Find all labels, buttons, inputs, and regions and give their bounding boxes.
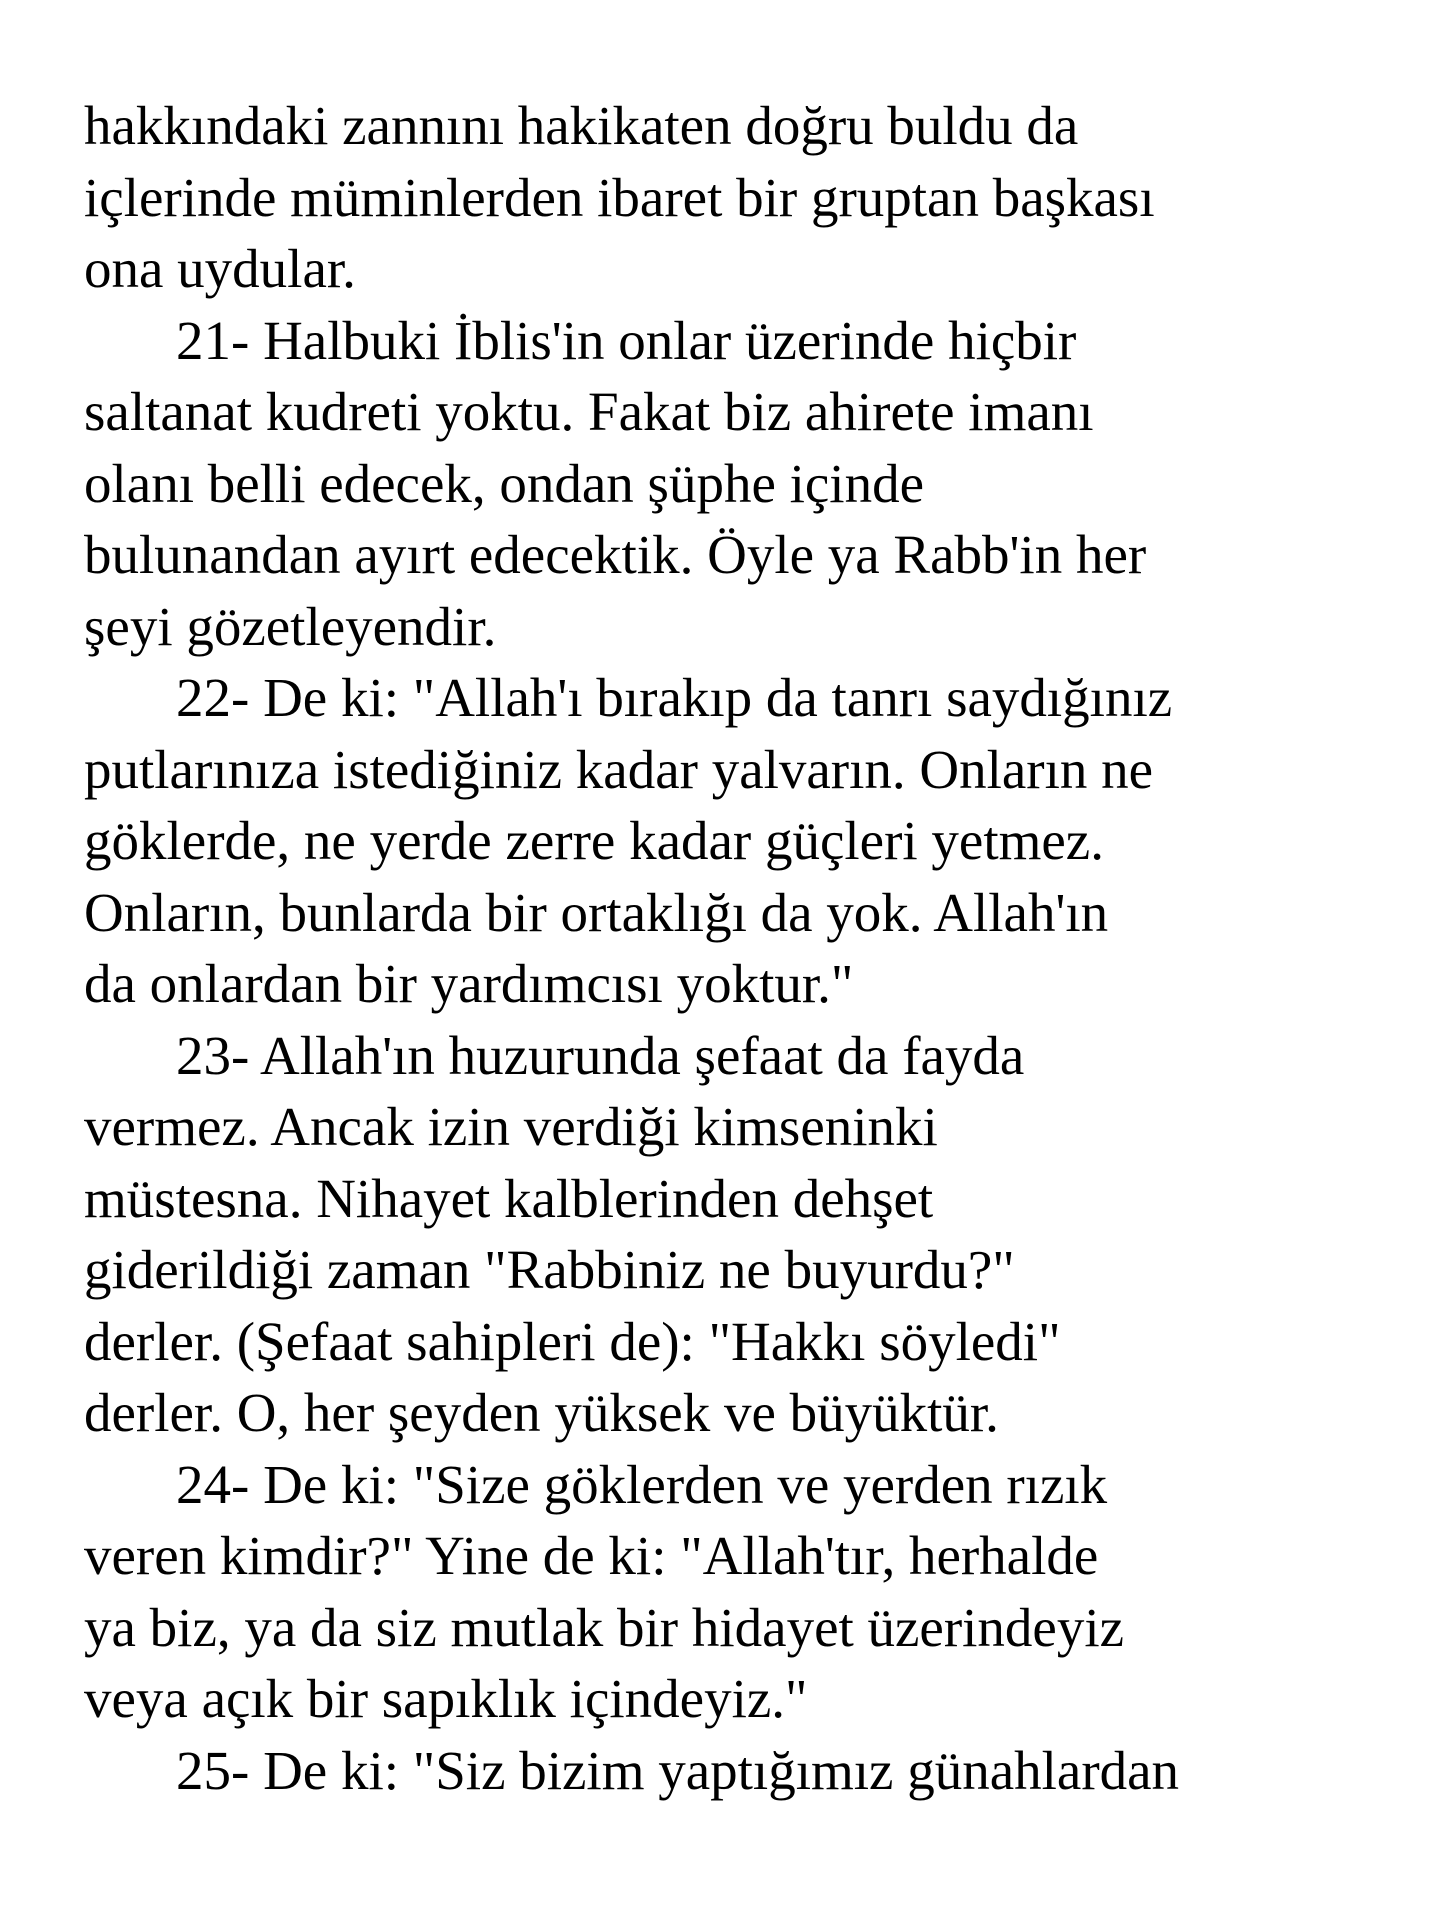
- text-line: ona uydular.: [84, 238, 356, 299]
- text-line: vermez. Ancak izin verdiği kimseninki: [84, 1096, 938, 1157]
- text-line: derler. (Şefaat sahipleri de): "Hakkı söyledi": [84, 1310, 1061, 1372]
- text-line: hakkındaki zannını hakikaten doğru buldu da: [84, 95, 1079, 156]
- text-line: putlarınıza istediğiniz kadar yalvarın. Onların ne: [84, 738, 1154, 800]
- text-line: giderildiği zaman "Rabbiniz ne buyurdu?": [84, 1239, 1015, 1300]
- verse-21-start: 21- Halbuki İblis'in onlar üzerinde hiçbir: [176, 309, 1077, 371]
- text-line: veya açık bir sapıklık içindeyiz.": [84, 1668, 808, 1729]
- text-line: müstesna. Nihayet kalblerinden dehşet: [84, 1167, 934, 1229]
- verse-25-start: 25- De ki: "Siz bizim yaptığımız günahlardan: [176, 1739, 1180, 1801]
- text-line: veren kimdir?" Yine de ki: "Allah'tır, herhalde: [84, 1525, 1099, 1586]
- page-text: [84, 90, 1384, 1806]
- text-line: göklerde, ne yerde zerre kadar güçleri yetmez.: [84, 810, 1104, 871]
- text-line: ya biz, ya da siz mutlak bir hidayet üzerindeyiz: [84, 1596, 1125, 1658]
- verse-22-start: 22- De ki: "Allah'ı bırakıp da tanrı saydığınız: [176, 667, 1173, 728]
- text-line: Onların, bunlarda bir ortaklığı da yok. Allah'ın: [84, 881, 1109, 943]
- text-line: derler. O, her şeyden yüksek ve büyüktür.: [84, 1382, 999, 1443]
- verse-24-start: 24- De ki: "Size göklerden ve yerden rızık: [176, 1453, 1108, 1515]
- text-line: içlerinde müminlerden ibaret bir gruptan başkası: [84, 166, 1155, 228]
- text-line: şeyi gözetleyendir.: [84, 595, 497, 657]
- text-line: da onlardan bir yardımcısı yoktur.": [84, 953, 854, 1014]
- text-line: olanı belli edecek, ondan şüphe içinde: [84, 452, 924, 514]
- text-line: saltanat kudreti yoktu. Fakat biz ahirete imanı: [84, 381, 1094, 442]
- verse-23-start: 23- Allah'ın huzurunda şefaat da fayda: [176, 1024, 1025, 1086]
- text-line: bulunandan ayırt edecektik. Öyle ya Rabb'in her: [84, 524, 1147, 585]
